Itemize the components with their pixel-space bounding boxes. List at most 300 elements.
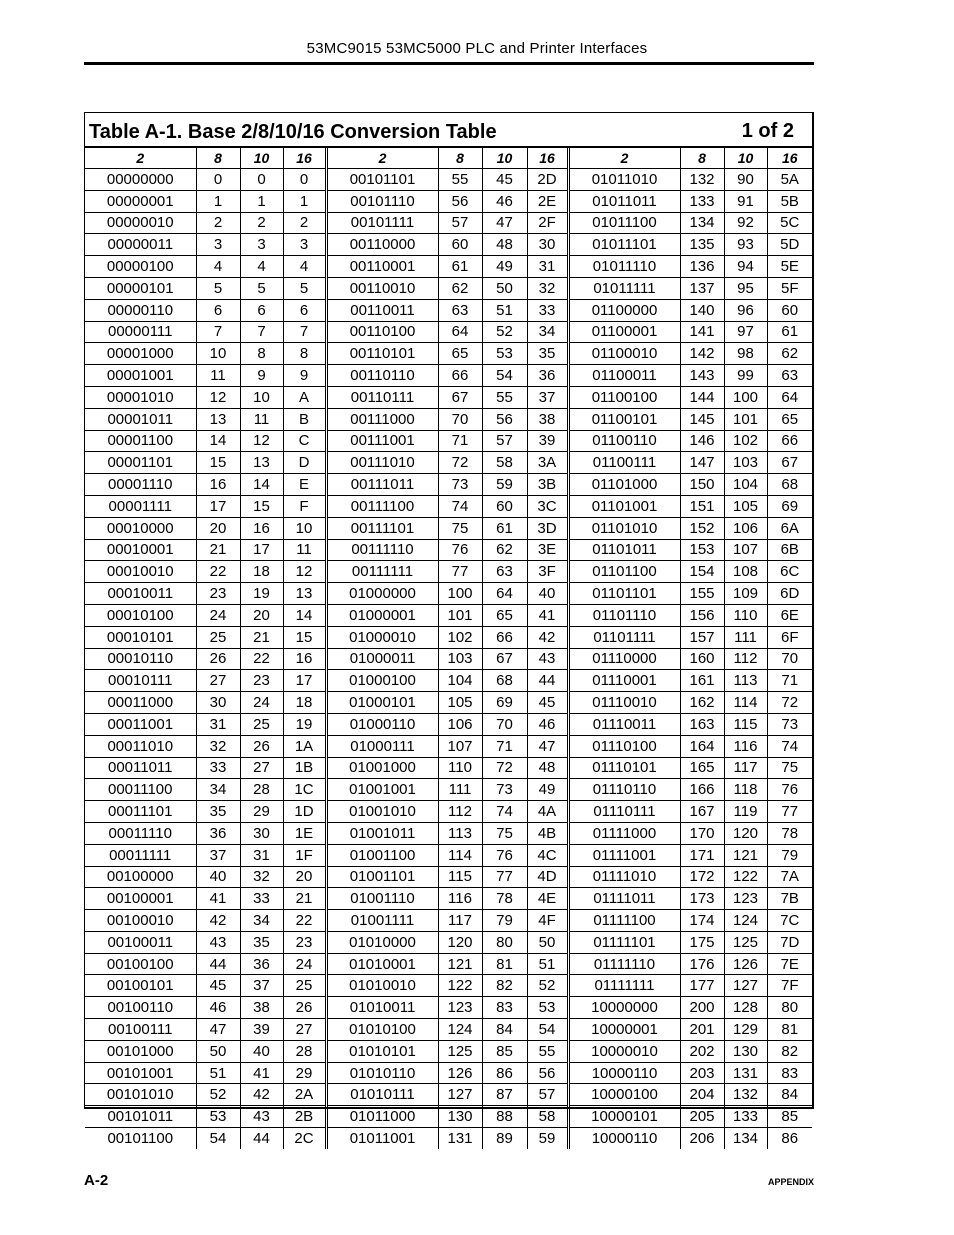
table-cell: 01001100 (326, 844, 438, 866)
table-cell: 125 (724, 931, 767, 953)
table-cell: 2E (527, 190, 568, 212)
table-cell: 7C (767, 910, 812, 932)
table-row (85, 386, 812, 408)
table-cell: 134 (680, 212, 724, 234)
table-cell: 01111001 (568, 844, 680, 866)
table-cell: 00001010 (85, 386, 196, 408)
table-cell: 36 (240, 953, 283, 975)
table-cell: 122 (438, 975, 482, 997)
table-cell: 112 (438, 801, 482, 823)
table-cell: 00101110 (326, 190, 438, 212)
table-cell: 47 (482, 212, 527, 234)
table-cell: 80 (482, 931, 527, 953)
table-row (85, 539, 812, 561)
table-cell: 3E (527, 539, 568, 561)
table-cell: 57 (438, 212, 482, 234)
table-cell: 3F (527, 561, 568, 583)
table-cell: 01011011 (568, 190, 680, 212)
table-cell: 79 (767, 844, 812, 866)
table-cell: 00010101 (85, 626, 196, 648)
table-cell: 31 (527, 256, 568, 278)
table-cell: 1E (283, 822, 326, 844)
table-cell: 104 (438, 670, 482, 692)
table-cell: 133 (724, 1106, 767, 1128)
table-cell: 00110010 (326, 277, 438, 299)
table-cell: 66 (767, 430, 812, 452)
table-cell: 01000001 (326, 604, 438, 626)
table-cell: 164 (680, 735, 724, 757)
table-cell: 125 (438, 1040, 482, 1062)
table-cell: 64 (482, 583, 527, 605)
table-cell: 13 (240, 452, 283, 474)
table-cell: 5 (283, 277, 326, 299)
table-cell: 122 (724, 866, 767, 888)
table-cell: 10 (196, 343, 240, 365)
table-row (85, 561, 812, 583)
section-label: APPENDIX (767, 1177, 814, 1187)
table-cell: 32 (196, 735, 240, 757)
table-cell: 57 (482, 430, 527, 452)
table-cell: 81 (482, 953, 527, 975)
table-cell: 01101000 (568, 474, 680, 496)
table-cell: 00001001 (85, 365, 196, 387)
table-cell: 96 (724, 299, 767, 321)
table-cell: 90 (724, 169, 767, 191)
table-cell: 64 (438, 321, 482, 343)
table-cell: 126 (438, 1062, 482, 1084)
table-cell: 00011111 (85, 844, 196, 866)
table-cell: 22 (283, 910, 326, 932)
table-cell: 77 (767, 801, 812, 823)
table-cell: 00000101 (85, 277, 196, 299)
table-cell: 00111110 (326, 539, 438, 561)
table-cell: 82 (767, 1040, 812, 1062)
table-cell: 01100101 (568, 408, 680, 430)
table-cell: 60 (482, 495, 527, 517)
table-cell: 01010010 (326, 975, 438, 997)
table-cell: 34 (527, 321, 568, 343)
table-row (85, 256, 812, 278)
table-cell: 93 (724, 234, 767, 256)
table-cell: 165 (680, 757, 724, 779)
table-cell: 26 (196, 648, 240, 670)
table-cell: 55 (482, 386, 527, 408)
table-cell: 01111011 (568, 888, 680, 910)
table-cell: 5A (767, 169, 812, 191)
table-cell: 00110110 (326, 365, 438, 387)
table-cell: 00010111 (85, 670, 196, 692)
table-cell: 00111011 (326, 474, 438, 496)
table-row (85, 713, 812, 735)
table-cell: 4 (240, 256, 283, 278)
table-cell: 67 (767, 452, 812, 474)
table-cell: 171 (680, 844, 724, 866)
table-cell: 42 (196, 910, 240, 932)
table-cell: 29 (240, 801, 283, 823)
table-cell: 33 (196, 757, 240, 779)
table-cell: 31 (196, 713, 240, 735)
table-cell: 35 (527, 343, 568, 365)
table-cell: 01110010 (568, 692, 680, 714)
table-cell: F (283, 495, 326, 517)
table-cell: 12 (240, 430, 283, 452)
table-cell: 01000010 (326, 626, 438, 648)
table-cell: 01100111 (568, 452, 680, 474)
table-cell: 20 (240, 604, 283, 626)
table-cell: 4D (527, 866, 568, 888)
table-cell: 132 (724, 1084, 767, 1106)
table-cell: 50 (196, 1040, 240, 1062)
table-cell: 00110111 (326, 386, 438, 408)
table-cell: 59 (527, 1128, 568, 1149)
table-cell: 46 (527, 713, 568, 735)
table-cell: 27 (283, 1019, 326, 1041)
table-cell: 7 (196, 321, 240, 343)
table-cell: 00011011 (85, 757, 196, 779)
table-cell: 116 (438, 888, 482, 910)
table-cell: 14 (196, 430, 240, 452)
table-cell: 01011000 (326, 1106, 438, 1128)
table-cell: 00010011 (85, 583, 196, 605)
table-cell: 114 (724, 692, 767, 714)
table-cell: 127 (438, 1084, 482, 1106)
table-cell: 83 (482, 997, 527, 1019)
table-row (85, 953, 812, 975)
table-cell: 00001101 (85, 452, 196, 474)
table-cell: 56 (482, 408, 527, 430)
table-cell: 61 (438, 256, 482, 278)
table-cell: 19 (283, 713, 326, 735)
table-cell: 1D (283, 801, 326, 823)
table-cell: 46 (196, 997, 240, 1019)
table-cell: 00000011 (85, 234, 196, 256)
table-cell: 76 (767, 779, 812, 801)
table-cell: 00101011 (85, 1106, 196, 1128)
table-cell: 67 (438, 386, 482, 408)
table-cell: 00000000 (85, 169, 196, 191)
table-cell: 119 (724, 801, 767, 823)
table-cell: 87 (482, 1084, 527, 1106)
table-cell: 97 (724, 321, 767, 343)
table-cell: 14 (240, 474, 283, 496)
table-cell: 01010000 (326, 931, 438, 953)
table-cell: 01000110 (326, 713, 438, 735)
table-cell: 120 (438, 931, 482, 953)
table-cell: 70 (482, 713, 527, 735)
table-cell: 01000011 (326, 648, 438, 670)
table-row (85, 757, 812, 779)
table-cell: 2C (283, 1128, 326, 1149)
table-cell: 75 (767, 757, 812, 779)
table-row (85, 997, 812, 1019)
conversion-table (85, 148, 812, 1149)
table-cell: 60 (767, 299, 812, 321)
table-cell: 95 (724, 277, 767, 299)
table-cell: 25 (283, 975, 326, 997)
table-cell: 174 (680, 910, 724, 932)
table-cell: 5 (240, 277, 283, 299)
table-cell: 98 (724, 343, 767, 365)
table-cell: 36 (196, 822, 240, 844)
table-cell: 17 (283, 670, 326, 692)
table-cell: 94 (724, 256, 767, 278)
table-cell: 20 (196, 517, 240, 539)
table-cell: 108 (724, 561, 767, 583)
column-header: 16 (527, 148, 568, 169)
table-cell: 41 (240, 1062, 283, 1084)
table-cell: 74 (482, 801, 527, 823)
table-cell: 00110001 (326, 256, 438, 278)
table-cell: 24 (196, 604, 240, 626)
table-row (85, 888, 812, 910)
table-cell: 3B (527, 474, 568, 496)
table-cell: 00110100 (326, 321, 438, 343)
table-cell: 65 (482, 604, 527, 626)
table-cell: C (283, 430, 326, 452)
table-cell: 50 (482, 277, 527, 299)
table-cell: 3D (527, 517, 568, 539)
column-header: 2 (568, 148, 680, 169)
table-cell: 6A (767, 517, 812, 539)
table-cell: 00010001 (85, 539, 196, 561)
table-cell: 00110101 (326, 343, 438, 365)
table-cell: 86 (767, 1128, 812, 1149)
table-cell: 00111000 (326, 408, 438, 430)
table-cell: 2D (527, 169, 568, 191)
table-cell: 111 (438, 779, 482, 801)
table-cell: 22 (196, 561, 240, 583)
table-title: Table A-1. Base 2/8/10/16 Conversion Table (89, 121, 497, 143)
table-cell: 161 (680, 670, 724, 692)
table-cell: 99 (724, 365, 767, 387)
table-cell: 00001100 (85, 430, 196, 452)
table-cell: 105 (724, 495, 767, 517)
table-cell: 41 (527, 604, 568, 626)
table-cell: 01010110 (326, 1062, 438, 1084)
table-cell: 10000110 (568, 1128, 680, 1149)
table-cell: 78 (767, 822, 812, 844)
table-cell: 44 (527, 670, 568, 692)
table-cell: 123 (438, 997, 482, 1019)
table-cell: 01111010 (568, 866, 680, 888)
table-cell: 26 (240, 735, 283, 757)
table-cell: 00100100 (85, 953, 196, 975)
table-cell: 2B (283, 1106, 326, 1128)
table-caption (85, 113, 812, 148)
table-cell: 26 (283, 997, 326, 1019)
table-row (85, 321, 812, 343)
table-cell: 47 (527, 735, 568, 757)
table-cell: 01001000 (326, 757, 438, 779)
table-cell: 00000001 (85, 190, 196, 212)
table-cell: 31 (240, 844, 283, 866)
table-cell: 1B (283, 757, 326, 779)
table-cell: 00101001 (85, 1062, 196, 1084)
table-cell: 33 (240, 888, 283, 910)
table-cell: 14 (283, 604, 326, 626)
table-cell: 60 (438, 234, 482, 256)
table-cell: 5F (767, 277, 812, 299)
table-cell: 01000100 (326, 670, 438, 692)
table-cell: 8 (240, 343, 283, 365)
table-cell: 30 (196, 692, 240, 714)
table-cell: 51 (482, 299, 527, 321)
table-row (85, 1084, 812, 1106)
table-cell: 84 (767, 1084, 812, 1106)
table-cell: 175 (680, 931, 724, 953)
table-row (85, 1106, 812, 1128)
table-cell: 00100011 (85, 931, 196, 953)
table-row (85, 1062, 812, 1084)
page-header-title: 53MC9015 53MC5000 PLC and Printer Interfaces (306, 40, 648, 57)
table-row (85, 212, 812, 234)
table-cell: 100 (724, 386, 767, 408)
table-cell: 00001000 (85, 343, 196, 365)
table-cell: 8 (283, 343, 326, 365)
table-cell: 112 (724, 648, 767, 670)
column-header: 2 (326, 148, 438, 169)
table-cell: 116 (724, 735, 767, 757)
table-cell: 11 (283, 539, 326, 561)
table-row (85, 277, 812, 299)
table-cell: 01001110 (326, 888, 438, 910)
table-cell: 2 (240, 212, 283, 234)
table-row (85, 931, 812, 953)
table-cell: 00111101 (326, 517, 438, 539)
table-cell: 43 (527, 648, 568, 670)
table-cell: 104 (724, 474, 767, 496)
table-cell: 124 (438, 1019, 482, 1041)
table-cell: 154 (680, 561, 724, 583)
table-cell: 121 (724, 844, 767, 866)
table-cell: 126 (724, 953, 767, 975)
table-cell: 00111111 (326, 561, 438, 583)
table-cell: 170 (680, 822, 724, 844)
table-cell: 117 (724, 757, 767, 779)
table-cell: 78 (482, 888, 527, 910)
table-cell: 1A (283, 735, 326, 757)
table-row (85, 517, 812, 539)
table-cell: 114 (438, 844, 482, 866)
table-cell: 10000101 (568, 1106, 680, 1128)
table-cell: 58 (482, 452, 527, 474)
column-header: 10 (482, 148, 527, 169)
table-cell: 01000101 (326, 692, 438, 714)
table-cell: 77 (438, 561, 482, 583)
table-cell: 49 (482, 256, 527, 278)
table-cell: 52 (482, 321, 527, 343)
table-cell: 27 (196, 670, 240, 692)
table-cell: 176 (680, 953, 724, 975)
table-cell: 00011100 (85, 779, 196, 801)
table-cell: 00011001 (85, 713, 196, 735)
table-cell: 01001001 (326, 779, 438, 801)
table-cell: 84 (482, 1019, 527, 1041)
table-cell: 2 (196, 212, 240, 234)
table-row (85, 910, 812, 932)
table-cell: 62 (767, 343, 812, 365)
table-cell: 40 (240, 1040, 283, 1062)
table-cell: 2 (283, 212, 326, 234)
table-cell: 34 (240, 910, 283, 932)
table-cell: 37 (196, 844, 240, 866)
table-cell: 15 (196, 452, 240, 474)
table-row (85, 234, 812, 256)
table-cell: A (283, 386, 326, 408)
table-cell: 25 (240, 713, 283, 735)
table-cell: 01011001 (326, 1128, 438, 1149)
table-cell: 55 (438, 169, 482, 191)
table-cell: 38 (240, 997, 283, 1019)
table-cell: 25 (196, 626, 240, 648)
table-cell: 63 (438, 299, 482, 321)
table-cell: 6D (767, 583, 812, 605)
table-cell: 13 (283, 583, 326, 605)
table-cell: 01100100 (568, 386, 680, 408)
table-cell: 7E (767, 953, 812, 975)
column-header: 16 (767, 148, 812, 169)
table-cell: 6 (240, 299, 283, 321)
table-row (85, 604, 812, 626)
table-cell: 00101000 (85, 1040, 196, 1062)
table-cell: 47 (196, 1019, 240, 1041)
table-cell: 3 (283, 234, 326, 256)
table-cell: 6 (283, 299, 326, 321)
table-cell: 01001011 (326, 822, 438, 844)
table-cell: 17 (240, 539, 283, 561)
table-cell: 00101100 (107, 1129, 174, 1147)
table-row (85, 866, 812, 888)
table-cell: 110 (724, 604, 767, 626)
table-cell: 167 (680, 801, 724, 823)
table-cell: 52 (196, 1084, 240, 1106)
table-cell: 62 (438, 277, 482, 299)
table-cell: 21 (240, 626, 283, 648)
table-cell: 00111001 (326, 430, 438, 452)
table-cell: 1 (196, 190, 240, 212)
table-cell: 151 (680, 495, 724, 517)
table-cell: 133 (680, 190, 724, 212)
table-cell: 110 (438, 757, 482, 779)
table-cell: 36 (527, 365, 568, 387)
table-cell: 46 (482, 190, 527, 212)
table-cell: 75 (482, 822, 527, 844)
table-cell: 30 (527, 234, 568, 256)
table-cell: 121 (438, 953, 482, 975)
table-cell: 4 (196, 256, 240, 278)
table-cell: 01000000 (326, 583, 438, 605)
table-cell: 85 (767, 1106, 812, 1128)
table-cell: 00001111 (85, 495, 196, 517)
table-cell: 30 (240, 822, 283, 844)
table-cell: 01101111 (568, 626, 680, 648)
table-cell: 68 (767, 474, 812, 496)
table-cell: 01111000 (568, 822, 680, 844)
table-cell: 15 (283, 626, 326, 648)
table-cell: 59 (482, 474, 527, 496)
table-cell: 101 (724, 408, 767, 430)
table-cell: 76 (438, 539, 482, 561)
table-cell: 16 (196, 474, 240, 496)
table-row (85, 822, 812, 844)
table-cell: 53 (527, 997, 568, 1019)
table-cell: 44 (196, 953, 240, 975)
table-cell: 73 (482, 779, 527, 801)
table-cell: 01001010 (326, 801, 438, 823)
table-cell: 3A (527, 452, 568, 474)
table-cell: 39 (527, 430, 568, 452)
table-cell: 48 (482, 234, 527, 256)
